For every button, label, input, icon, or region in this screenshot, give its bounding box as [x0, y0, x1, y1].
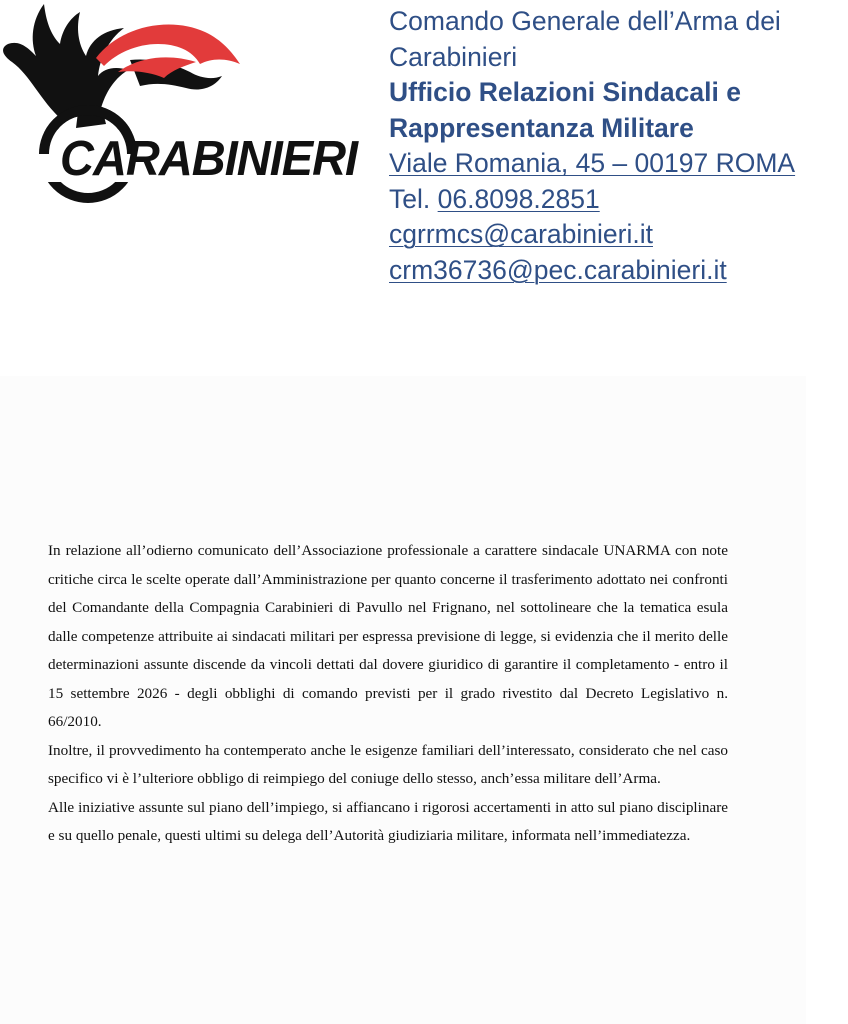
logo-text: CARABINIERI — [60, 129, 358, 186]
phone-label: Tel. — [389, 183, 431, 214]
paragraph-3: Alle iniziative assunte sul piano dell’impiego, si affiancano i rigorosi accertamenti in atto sul piano disciplinare e su quello penale, questi ultimi su delega dell’Autorità giudiziaria militare, informata nell’immediatezza. — [48, 798, 728, 844]
phone-number-link[interactable]: 06.8098.2851 — [437, 183, 600, 214]
pec-email-link[interactable]: crm36736@pec.carabinieri.it — [389, 254, 727, 285]
email-link[interactable]: cgrrmcs@carabinieri.it — [389, 219, 653, 249]
address-link[interactable]: Viale Romania, 45 – 00197 ROMA — [389, 148, 796, 178]
letterhead — [389, 4, 839, 288]
org-name: Comando Generale dell’Arma dei Carabinieri — [389, 6, 781, 72]
carabinieri-logo — [0, 0, 358, 205]
office-name: Ufficio Relazioni Sindacali e Rappresentanza Militare — [389, 77, 741, 143]
press-statement — [48, 537, 728, 851]
phone-line — [389, 182, 839, 218]
paragraph-2: Inoltre, il provvedimento ha contemperato anche le esigenze familiari dell’interessato, considerato che nel caso specifico vi è l’ulteriore obbligo di reimpiego del coniuge dello stesso, anch’essa militare dell’Arma. — [48, 741, 728, 787]
paragraph-1: In relazione all’odierno comunicato dell’Associazione professionale a carattere sindacale UNARMA con note critiche circa le scelte operate dall’Amministrazione per quanto concerne il trasferimento adottato nei confronti del Comandante della Compagnia Carabinieri di Pavullo nel Frignano, nel sottolineare che la tematica esula dalle competenze attribuite ai sindacati militari per espressa previsione di legge, si evidenzia che il merito delle determinazioni assunte discende da vincoli dettati dal dovere giuridico di garantire il completamento - entro il 15 settembre 2026 - degli obblighi di comando previsti per il grado rivestito dal Decreto Legislativo n. 66/2010. — [48, 542, 728, 730]
